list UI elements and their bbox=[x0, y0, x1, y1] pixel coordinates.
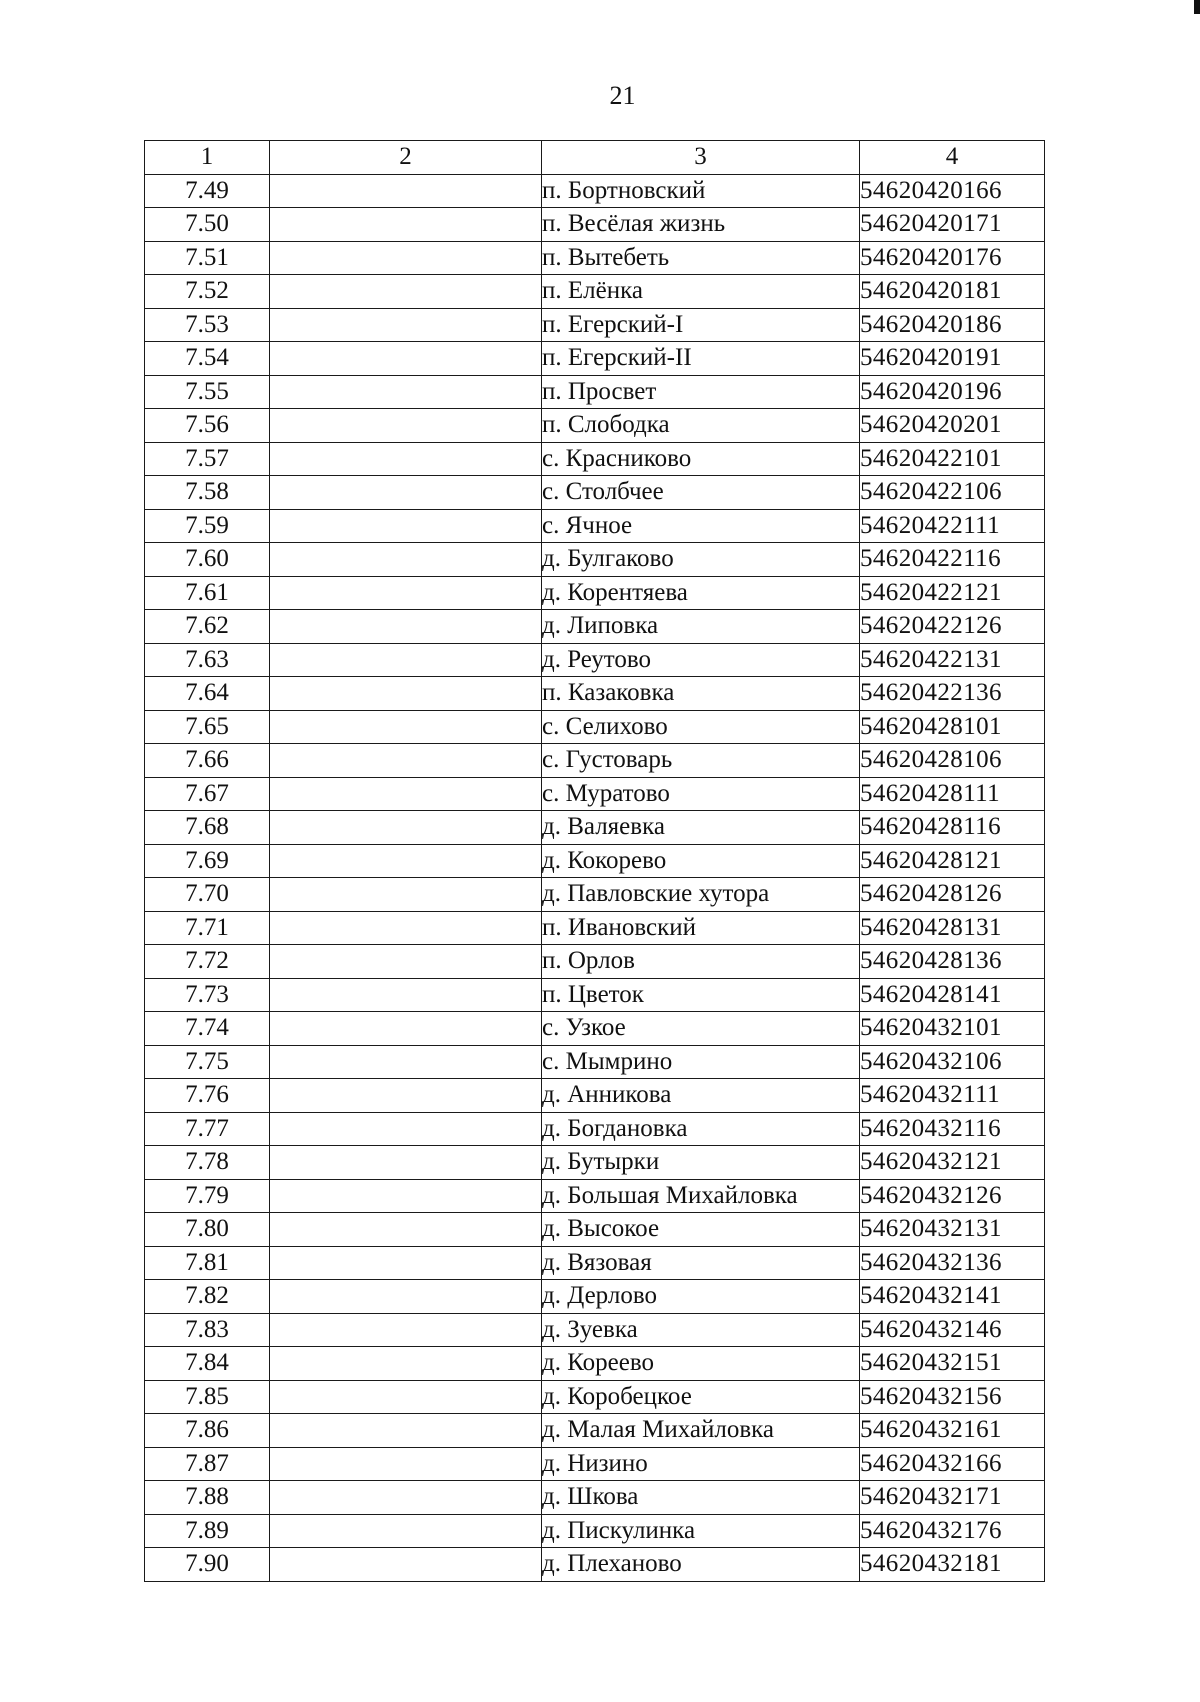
oktmo-code: 54620432121 bbox=[860, 1146, 1045, 1180]
oktmo-code: 54620420196 bbox=[860, 375, 1045, 409]
oktmo-code: 54620432151 bbox=[860, 1347, 1045, 1381]
row-number: 7.53 bbox=[145, 308, 270, 342]
oktmo-code: 54620420191 bbox=[860, 342, 1045, 376]
settlement-name: п. Егерский-II bbox=[542, 342, 860, 376]
oktmo-code: 54620420186 bbox=[860, 308, 1045, 342]
settlement-name: с. Селихово bbox=[542, 710, 860, 744]
table-row bbox=[145, 442, 1045, 476]
oktmo-code: 54620422131 bbox=[860, 643, 1045, 677]
table-header bbox=[145, 141, 1045, 175]
table-row bbox=[145, 911, 1045, 945]
oktmo-code: 54620422106 bbox=[860, 476, 1045, 510]
table-row bbox=[145, 610, 1045, 644]
column-2-cell bbox=[270, 1146, 542, 1180]
table-row bbox=[145, 275, 1045, 309]
column-2-cell bbox=[270, 777, 542, 811]
oktmo-code: 54620432106 bbox=[860, 1045, 1045, 1079]
column-header-2: 2 bbox=[270, 141, 542, 175]
settlement-name: с. Столбчее bbox=[542, 476, 860, 510]
table-row bbox=[145, 342, 1045, 376]
table-row bbox=[145, 1313, 1045, 1347]
oktmo-code: 54620432116 bbox=[860, 1112, 1045, 1146]
row-number: 7.61 bbox=[145, 576, 270, 610]
column-2-cell bbox=[270, 174, 542, 208]
oktmo-code: 54620432181 bbox=[860, 1548, 1045, 1582]
table-row bbox=[145, 476, 1045, 510]
table-row bbox=[145, 1280, 1045, 1314]
settlement-name: д. Большая Михайловка bbox=[542, 1179, 860, 1213]
column-2-cell bbox=[270, 710, 542, 744]
row-number: 7.81 bbox=[145, 1246, 270, 1280]
table-row bbox=[145, 1146, 1045, 1180]
column-2-cell bbox=[270, 1246, 542, 1280]
oktmo-code: 54620432126 bbox=[860, 1179, 1045, 1213]
column-2-cell bbox=[270, 342, 542, 376]
row-number: 7.69 bbox=[145, 844, 270, 878]
settlement-name: с. Красниково bbox=[542, 442, 860, 476]
column-2-cell bbox=[270, 945, 542, 979]
oktmo-code: 54620428136 bbox=[860, 945, 1045, 979]
oktmo-code: 54620432176 bbox=[860, 1514, 1045, 1548]
oktmo-code: 54620432136 bbox=[860, 1246, 1045, 1280]
table-row bbox=[145, 1045, 1045, 1079]
table-row bbox=[145, 945, 1045, 979]
column-2-cell bbox=[270, 1481, 542, 1515]
settlement-name: д. Шкова bbox=[542, 1481, 860, 1515]
oktmo-code: 54620428141 bbox=[860, 978, 1045, 1012]
oktmo-code: 54620432131 bbox=[860, 1213, 1045, 1247]
settlement-name: д. Вязовая bbox=[542, 1246, 860, 1280]
settlements-table bbox=[144, 140, 1045, 1582]
row-number: 7.66 bbox=[145, 744, 270, 778]
column-2-cell bbox=[270, 543, 542, 577]
column-2-cell bbox=[270, 643, 542, 677]
table-row bbox=[145, 543, 1045, 577]
column-2-cell bbox=[270, 308, 542, 342]
table-row bbox=[145, 509, 1045, 543]
column-2-cell bbox=[270, 610, 542, 644]
row-number: 7.73 bbox=[145, 978, 270, 1012]
table-row bbox=[145, 811, 1045, 845]
column-2-cell bbox=[270, 878, 542, 912]
table-row bbox=[145, 978, 1045, 1012]
table-row bbox=[145, 1414, 1045, 1448]
row-number: 7.84 bbox=[145, 1347, 270, 1381]
oktmo-code: 54620420176 bbox=[860, 241, 1045, 275]
oktmo-code: 54620432141 bbox=[860, 1280, 1045, 1314]
table-row bbox=[145, 1380, 1045, 1414]
table-row bbox=[145, 1447, 1045, 1481]
oktmo-code: 54620432171 bbox=[860, 1481, 1045, 1515]
row-number: 7.86 bbox=[145, 1414, 270, 1448]
row-number: 7.55 bbox=[145, 375, 270, 409]
oktmo-code: 54620422111 bbox=[860, 509, 1045, 543]
column-2-cell bbox=[270, 978, 542, 1012]
row-number: 7.63 bbox=[145, 643, 270, 677]
row-number: 7.72 bbox=[145, 945, 270, 979]
oktmo-code: 54620432111 bbox=[860, 1079, 1045, 1113]
oktmo-code: 54620422126 bbox=[860, 610, 1045, 644]
oktmo-code: 54620428131 bbox=[860, 911, 1045, 945]
settlement-name: п. Бортновский bbox=[542, 174, 860, 208]
column-2-cell bbox=[270, 744, 542, 778]
row-number: 7.71 bbox=[145, 911, 270, 945]
oktmo-code: 54620420171 bbox=[860, 208, 1045, 242]
table-row bbox=[145, 643, 1045, 677]
oktmo-code: 54620428106 bbox=[860, 744, 1045, 778]
settlement-name: д. Кореево bbox=[542, 1347, 860, 1381]
column-2-cell bbox=[270, 1347, 542, 1381]
table-row bbox=[145, 308, 1045, 342]
settlement-name: с. Густоварь bbox=[542, 744, 860, 778]
table-row bbox=[145, 1112, 1045, 1146]
row-number: 7.80 bbox=[145, 1213, 270, 1247]
settlement-name: д. Реутово bbox=[542, 643, 860, 677]
row-number: 7.54 bbox=[145, 342, 270, 376]
row-number: 7.56 bbox=[145, 409, 270, 443]
settlement-name: п. Слободка bbox=[542, 409, 860, 443]
row-number: 7.76 bbox=[145, 1079, 270, 1113]
row-number: 7.65 bbox=[145, 710, 270, 744]
column-2-cell bbox=[270, 509, 542, 543]
table-row bbox=[145, 844, 1045, 878]
settlement-name: д. Зуевка bbox=[542, 1313, 860, 1347]
settlement-name: д. Павловские хутора bbox=[542, 878, 860, 912]
row-number: 7.51 bbox=[145, 241, 270, 275]
row-number: 7.75 bbox=[145, 1045, 270, 1079]
settlement-name: с. Ячное bbox=[542, 509, 860, 543]
column-2-cell bbox=[270, 1380, 542, 1414]
column-2-cell bbox=[270, 1112, 542, 1146]
table-row bbox=[145, 1012, 1045, 1046]
table-row bbox=[145, 710, 1045, 744]
row-number: 7.83 bbox=[145, 1313, 270, 1347]
settlement-name: д. Липовка bbox=[542, 610, 860, 644]
row-number: 7.58 bbox=[145, 476, 270, 510]
settlement-name: п. Орлов bbox=[542, 945, 860, 979]
table-row bbox=[145, 208, 1045, 242]
settlement-name: д. Богдановка bbox=[542, 1112, 860, 1146]
row-number: 7.67 bbox=[145, 777, 270, 811]
oktmo-code: 54620422116 bbox=[860, 543, 1045, 577]
table-row bbox=[145, 1347, 1045, 1381]
oktmo-code: 54620432166 bbox=[860, 1447, 1045, 1481]
header-row bbox=[145, 141, 1045, 175]
settlement-name: п. Цветок bbox=[542, 978, 860, 1012]
oktmo-code: 54620420166 bbox=[860, 174, 1045, 208]
oktmo-code: 54620428121 bbox=[860, 844, 1045, 878]
column-2-cell bbox=[270, 275, 542, 309]
settlement-name: д. Бутырки bbox=[542, 1146, 860, 1180]
settlement-name: п. Весёлая жизнь bbox=[542, 208, 860, 242]
column-2-cell bbox=[270, 241, 542, 275]
oktmo-code: 54620432156 bbox=[860, 1380, 1045, 1414]
oktmo-code: 54620420181 bbox=[860, 275, 1045, 309]
settlement-name: п. Просвет bbox=[542, 375, 860, 409]
column-header-1: 1 bbox=[145, 141, 270, 175]
table-row bbox=[145, 1213, 1045, 1247]
settlement-name: д. Низино bbox=[542, 1447, 860, 1481]
settlement-name: д. Корентяева bbox=[542, 576, 860, 610]
table-row bbox=[145, 375, 1045, 409]
column-2-cell bbox=[270, 576, 542, 610]
table-row bbox=[145, 174, 1045, 208]
column-2-cell bbox=[270, 1548, 542, 1582]
table-row bbox=[145, 576, 1045, 610]
table-row bbox=[145, 1179, 1045, 1213]
settlement-name: д. Анникова bbox=[542, 1079, 860, 1113]
row-number: 7.62 bbox=[145, 610, 270, 644]
oktmo-code: 54620428111 bbox=[860, 777, 1045, 811]
column-2-cell bbox=[270, 844, 542, 878]
settlement-name: п. Елёнка bbox=[542, 275, 860, 309]
row-number: 7.70 bbox=[145, 878, 270, 912]
oktmo-code: 54620432161 bbox=[860, 1414, 1045, 1448]
oktmo-code: 54620420201 bbox=[860, 409, 1045, 443]
row-number: 7.88 bbox=[145, 1481, 270, 1515]
column-2-cell bbox=[270, 1012, 542, 1046]
row-number: 7.52 bbox=[145, 275, 270, 309]
table-row bbox=[145, 677, 1045, 711]
column-2-cell bbox=[270, 1280, 542, 1314]
column-2-cell bbox=[270, 1213, 542, 1247]
row-number: 7.59 bbox=[145, 509, 270, 543]
column-2-cell bbox=[270, 442, 542, 476]
settlement-name: п. Вытебеть bbox=[542, 241, 860, 275]
column-2-cell bbox=[270, 1313, 542, 1347]
table-row bbox=[145, 241, 1045, 275]
table-body bbox=[145, 174, 1045, 1581]
settlement-name: п. Егерский-I bbox=[542, 308, 860, 342]
table-row bbox=[145, 777, 1045, 811]
table-row bbox=[145, 878, 1045, 912]
settlement-name: д. Дерлово bbox=[542, 1280, 860, 1314]
settlement-name: д. Валяевка bbox=[542, 811, 860, 845]
oktmo-code: 54620428126 bbox=[860, 878, 1045, 912]
row-number: 7.82 bbox=[145, 1280, 270, 1314]
column-2-cell bbox=[270, 677, 542, 711]
row-number: 7.50 bbox=[145, 208, 270, 242]
settlement-name: п. Казаковка bbox=[542, 677, 860, 711]
column-2-cell bbox=[270, 911, 542, 945]
scan-mark bbox=[1194, 0, 1200, 14]
settlement-name: д. Высокое bbox=[542, 1213, 860, 1247]
row-number: 7.64 bbox=[145, 677, 270, 711]
column-header-3: 3 bbox=[542, 141, 860, 175]
column-header-4: 4 bbox=[860, 141, 1045, 175]
column-2-cell bbox=[270, 476, 542, 510]
column-2-cell bbox=[270, 1079, 542, 1113]
row-number: 7.74 bbox=[145, 1012, 270, 1046]
settlement-name: с. Мымрино bbox=[542, 1045, 860, 1079]
oktmo-code: 54620422136 bbox=[860, 677, 1045, 711]
settlement-name: п. Ивановский bbox=[542, 911, 860, 945]
row-number: 7.90 bbox=[145, 1548, 270, 1582]
row-number: 7.87 bbox=[145, 1447, 270, 1481]
settlement-name: д. Кокорево bbox=[542, 844, 860, 878]
table-row bbox=[145, 1481, 1045, 1515]
settlement-name: д. Плеханово bbox=[542, 1548, 860, 1582]
column-2-cell bbox=[270, 409, 542, 443]
row-number: 7.57 bbox=[145, 442, 270, 476]
column-2-cell bbox=[270, 208, 542, 242]
oktmo-code: 54620422121 bbox=[860, 576, 1045, 610]
column-2-cell bbox=[270, 1045, 542, 1079]
settlement-name: с. Узкое bbox=[542, 1012, 860, 1046]
table-row bbox=[145, 409, 1045, 443]
oktmo-code: 54620428116 bbox=[860, 811, 1045, 845]
table-row bbox=[145, 1514, 1045, 1548]
settlement-name: д. Коробецкое bbox=[542, 1380, 860, 1414]
oktmo-code: 54620422101 bbox=[860, 442, 1045, 476]
settlement-name: с. Муратово bbox=[542, 777, 860, 811]
column-2-cell bbox=[270, 375, 542, 409]
column-2-cell bbox=[270, 1447, 542, 1481]
column-2-cell bbox=[270, 811, 542, 845]
table-row bbox=[145, 1079, 1045, 1113]
column-2-cell bbox=[270, 1179, 542, 1213]
row-number: 7.79 bbox=[145, 1179, 270, 1213]
row-number: 7.85 bbox=[145, 1380, 270, 1414]
row-number: 7.49 bbox=[145, 174, 270, 208]
table-row bbox=[145, 1548, 1045, 1582]
settlement-name: д. Булгаково bbox=[542, 543, 860, 577]
settlement-name: д. Пискулинка bbox=[542, 1514, 860, 1548]
oktmo-code: 54620428101 bbox=[860, 710, 1045, 744]
oktmo-code: 54620432146 bbox=[860, 1313, 1045, 1347]
column-2-cell bbox=[270, 1514, 542, 1548]
table-row bbox=[145, 744, 1045, 778]
column-2-cell bbox=[270, 1414, 542, 1448]
oktmo-code: 54620432101 bbox=[860, 1012, 1045, 1046]
table-row bbox=[145, 1246, 1045, 1280]
row-number: 7.77 bbox=[145, 1112, 270, 1146]
page-number: 21 bbox=[609, 81, 636, 110]
row-number: 7.89 bbox=[145, 1514, 270, 1548]
row-number: 7.78 bbox=[145, 1146, 270, 1180]
settlement-name: д. Малая Михайловка bbox=[542, 1414, 860, 1448]
row-number: 7.68 bbox=[145, 811, 270, 845]
row-number: 7.60 bbox=[145, 543, 270, 577]
